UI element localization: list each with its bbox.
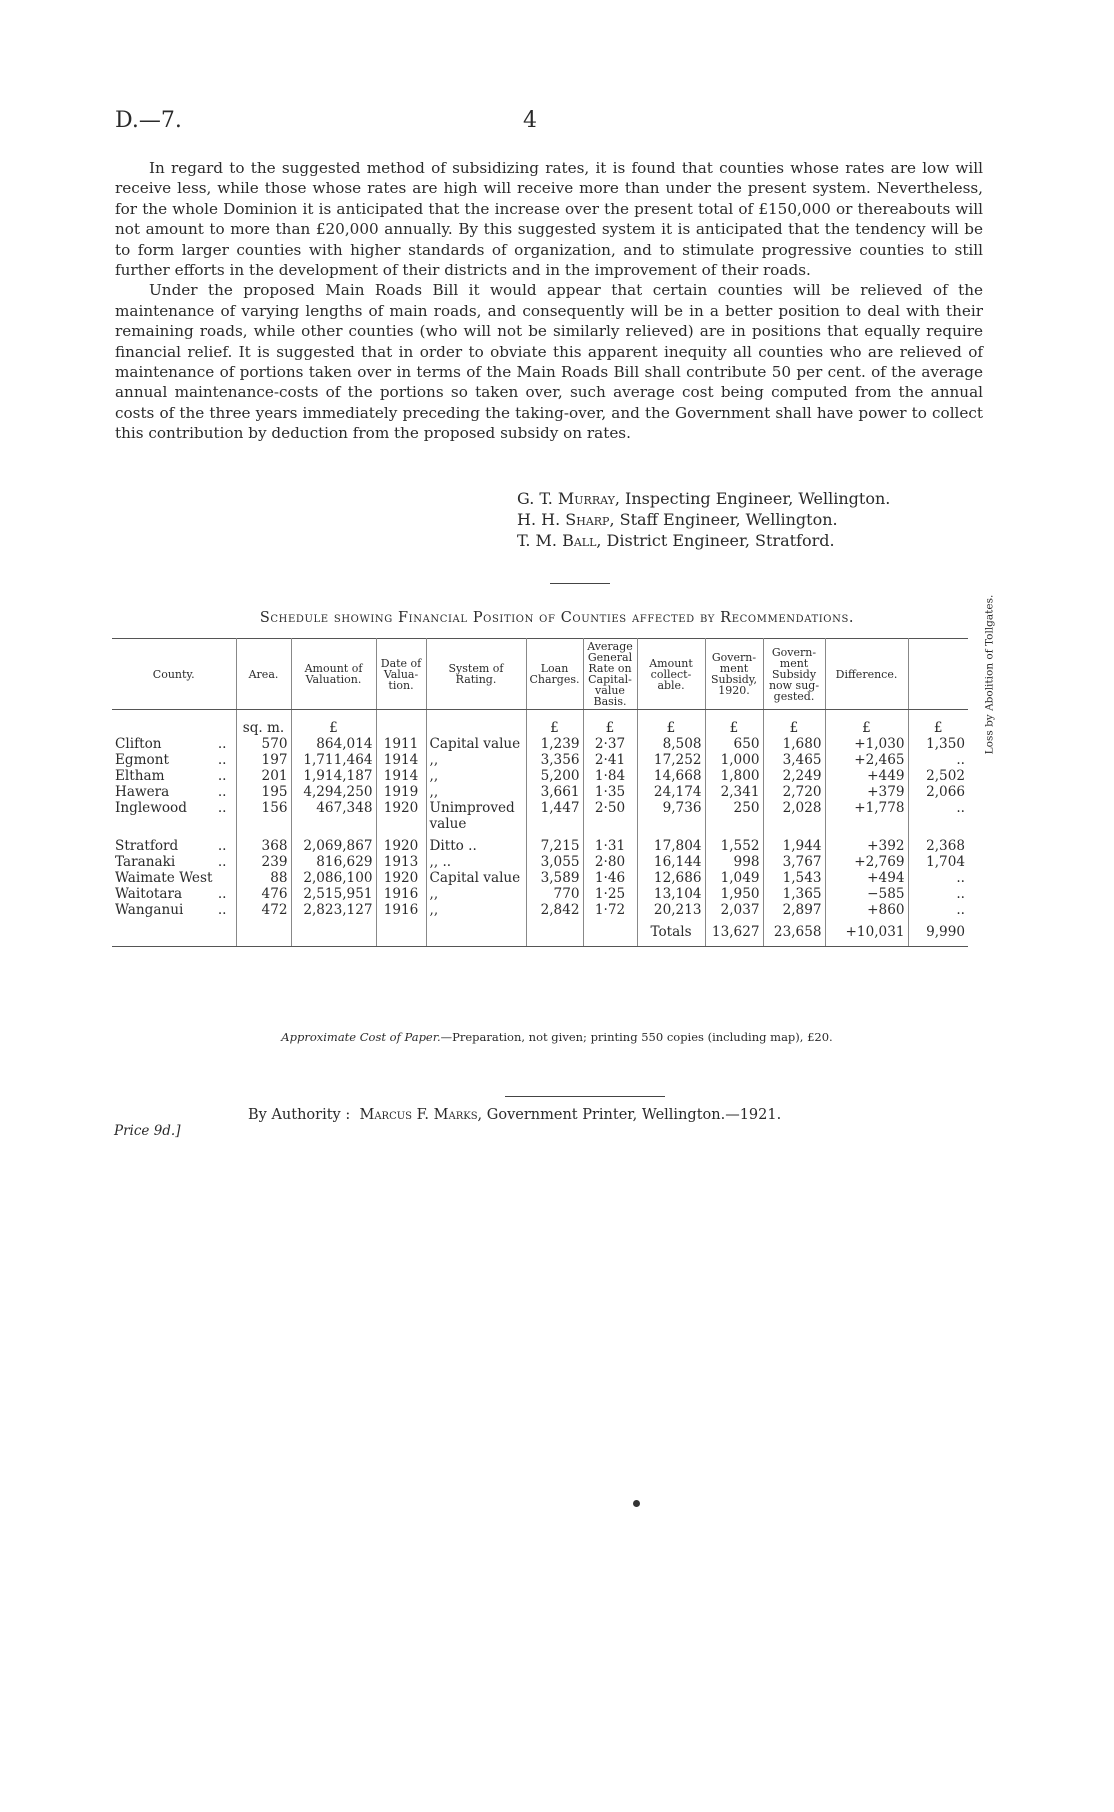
cell-county bbox=[112, 870, 236, 886]
cell-county bbox=[112, 736, 236, 752]
table-row bbox=[112, 736, 968, 752]
cell-date: 1919 bbox=[376, 784, 426, 800]
table-row bbox=[112, 800, 968, 816]
cell-valuation: 4,294,250 bbox=[291, 784, 376, 800]
cell-date: 1913 bbox=[376, 854, 426, 870]
signature-line bbox=[517, 530, 890, 551]
cell-loan: 1,447 bbox=[526, 800, 583, 816]
units-row bbox=[112, 720, 968, 736]
county-name: Clifton bbox=[115, 736, 162, 752]
header-valuation: Amount of Valuation. bbox=[291, 639, 376, 710]
cell-suggested: 3,465 bbox=[763, 752, 825, 768]
header-system: System of Rating. bbox=[426, 639, 526, 710]
leader-dots: .. bbox=[217, 800, 227, 816]
table-row bbox=[112, 816, 968, 832]
county-name: Hawera bbox=[115, 784, 170, 800]
cell-system: ,, .. bbox=[426, 854, 526, 870]
cell-valuation: 2,515,951 bbox=[291, 886, 376, 902]
county-name: Inglewood bbox=[115, 800, 187, 816]
cell-loss: .. bbox=[956, 800, 965, 816]
cell-area: 472 bbox=[236, 902, 291, 918]
header-loan: Loan Charges. bbox=[526, 639, 583, 710]
cell-loss: 2,502 bbox=[926, 768, 965, 784]
cell-loan: 3,055 bbox=[526, 854, 583, 870]
totals-row bbox=[112, 918, 968, 947]
cell-difference: +449 bbox=[825, 768, 908, 784]
header-loss: Loss by Abolition of Tollgates. bbox=[908, 639, 968, 710]
cell-subsidy: 650 bbox=[705, 736, 763, 752]
cell-avg-rate: 1·84 bbox=[583, 768, 637, 784]
cell-system: Ditto .. bbox=[426, 838, 526, 854]
signatory-name: Sharp bbox=[565, 510, 610, 529]
cell-difference: +2,465 bbox=[825, 752, 908, 768]
header-subsidy: Govern-ment Subsidy, 1920. bbox=[705, 639, 763, 710]
signature-line bbox=[517, 509, 890, 530]
cell-valuation bbox=[291, 816, 376, 832]
cell-loan: 3,589 bbox=[526, 870, 583, 886]
cell-loan: 770 bbox=[526, 886, 583, 902]
cell-collectable: 17,252 bbox=[637, 752, 705, 768]
header-area: Area. bbox=[236, 639, 291, 710]
cell-date bbox=[376, 816, 426, 832]
total-suggested: 23,658 bbox=[763, 918, 825, 947]
unit-loss: £ bbox=[933, 720, 943, 736]
signature-line bbox=[517, 488, 890, 509]
unit-avg-rate: £ bbox=[583, 720, 637, 736]
total-difference: +10,031 bbox=[825, 918, 908, 947]
signatory-initials: G. T. bbox=[517, 489, 553, 508]
county-name: Waitotara bbox=[115, 886, 183, 902]
cell-suggested: 2,897 bbox=[763, 902, 825, 918]
signatory-name: Ball bbox=[562, 531, 597, 550]
total-loss: 9,990 bbox=[908, 918, 968, 947]
cell-loss: .. bbox=[956, 870, 965, 886]
cell-valuation: 2,823,127 bbox=[291, 902, 376, 918]
leader-dots: .. bbox=[217, 902, 227, 918]
leader-dots: .. bbox=[217, 736, 227, 752]
cell-valuation: 467,348 bbox=[291, 800, 376, 816]
cell-collectable: 17,804 bbox=[637, 838, 705, 854]
cell-valuation: 1,711,464 bbox=[291, 752, 376, 768]
table-row bbox=[112, 886, 968, 902]
signatory-name: Murray bbox=[557, 489, 615, 508]
cell-valuation: 864,014 bbox=[291, 736, 376, 752]
county-name: Waimate West bbox=[115, 870, 213, 886]
cell-loss: 1,350 bbox=[926, 736, 965, 752]
cell-suggested: 2,249 bbox=[763, 768, 825, 784]
table-row bbox=[112, 902, 968, 918]
cell-date: 1920 bbox=[376, 870, 426, 886]
cell-avg-rate: 1·31 bbox=[583, 838, 637, 854]
cell-loss: 2,368 bbox=[926, 838, 965, 854]
cell-subsidy: 1,000 bbox=[705, 752, 763, 768]
cell-loan: 1,239 bbox=[526, 736, 583, 752]
cell-area: 239 bbox=[236, 854, 291, 870]
cell-subsidy: 1,800 bbox=[705, 768, 763, 784]
leader-dots: .. bbox=[217, 854, 227, 870]
cell-loan bbox=[526, 816, 583, 832]
leader-dots: .. bbox=[217, 784, 227, 800]
table-header-row bbox=[112, 639, 968, 710]
cell-subsidy: 1,950 bbox=[705, 886, 763, 902]
leader-dots: .. bbox=[217, 886, 227, 902]
cell-loss: .. bbox=[956, 886, 965, 902]
signatures bbox=[517, 488, 890, 551]
cell-date: 1916 bbox=[376, 886, 426, 902]
cell-subsidy: 2,037 bbox=[705, 902, 763, 918]
printer-name: Marcus F. Marks bbox=[359, 1107, 478, 1123]
cell-collectable: 9,736 bbox=[637, 800, 705, 816]
cell-date: 1914 bbox=[376, 768, 426, 784]
authority-suffix: , Government Printer, Wellington.—1921. bbox=[477, 1107, 782, 1123]
leader-dots: .. bbox=[217, 838, 227, 854]
cell-avg-rate: 2·50 bbox=[583, 800, 637, 816]
cell-county bbox=[112, 752, 236, 768]
cell-loss: .. bbox=[956, 752, 965, 768]
table-row bbox=[112, 768, 968, 784]
county-name: Egmont bbox=[115, 752, 169, 768]
paragraph: In regard to the suggested method of subsidizing rates, it is found that counties whose rates are low will receive less, while those whose rates are high will receive more than under the present system. Nevertheless, for the whole Dominion it is anticipated that the increase over the present total of £150,000 or thereabouts will not amount to more than £20,000 annually. By this suggested system it is anticipated that the tendency will be to form larger counties with higher standards of organization, and to stimulate progressive counties to still further efforts in the development of their districts and in the improvement of their roads. bbox=[115, 159, 983, 280]
cell-area bbox=[236, 816, 291, 832]
cell-county bbox=[112, 768, 236, 784]
cell-valuation: 1,914,187 bbox=[291, 768, 376, 784]
cell-system: Capital value bbox=[426, 736, 526, 752]
cell-subsidy: 1,049 bbox=[705, 870, 763, 886]
cell-avg-rate: 2·37 bbox=[583, 736, 637, 752]
cell-suggested: 2,028 bbox=[763, 800, 825, 816]
cell-suggested: 3,767 bbox=[763, 854, 825, 870]
cell-area: 156 bbox=[236, 800, 291, 816]
cell-difference bbox=[825, 816, 908, 832]
cell-date: 1916 bbox=[376, 902, 426, 918]
cell-area: 570 bbox=[236, 736, 291, 752]
signatory-initials: T. M. bbox=[517, 531, 557, 550]
cell-avg-rate bbox=[583, 816, 637, 832]
unit-collectable: £ bbox=[637, 720, 705, 736]
cell-suggested: 1,680 bbox=[763, 736, 825, 752]
cell-area: 201 bbox=[236, 768, 291, 784]
cell-system: ,, bbox=[426, 886, 526, 902]
cell-difference: +494 bbox=[825, 870, 908, 886]
cell-system: ,, bbox=[426, 752, 526, 768]
printer-authority bbox=[248, 1107, 781, 1123]
body-text bbox=[115, 158, 983, 444]
cell-avg-rate: 1·25 bbox=[583, 886, 637, 902]
table-row bbox=[112, 838, 968, 854]
county-name: Stratford bbox=[115, 838, 179, 854]
cell-difference: +379 bbox=[825, 784, 908, 800]
cell-system: ,, bbox=[426, 768, 526, 784]
county-name: Taranaki bbox=[115, 854, 176, 870]
header-collectable: Amount collect-able. bbox=[637, 639, 705, 710]
cell-collectable: 24,174 bbox=[637, 784, 705, 800]
price: Price 9d.] bbox=[114, 1123, 181, 1139]
cell-difference: +1,030 bbox=[825, 736, 908, 752]
cell-area: 88 bbox=[236, 870, 291, 886]
cell-loan: 5,200 bbox=[526, 768, 583, 784]
unit-valuation: £ bbox=[291, 720, 376, 736]
leader-dots: .. bbox=[217, 768, 227, 784]
authority-prefix: By Authority : bbox=[248, 1107, 351, 1123]
cell-area: 195 bbox=[236, 784, 291, 800]
signatory-title: , Staff Engineer, Wellington. bbox=[609, 510, 838, 529]
page-number: 4 bbox=[523, 108, 537, 133]
cell-county bbox=[112, 816, 236, 832]
cell-suggested: 1,365 bbox=[763, 886, 825, 902]
cell-difference: −585 bbox=[825, 886, 908, 902]
cell-suggested bbox=[763, 816, 825, 832]
cell-loan: 7,215 bbox=[526, 838, 583, 854]
cell-suggested: 2,720 bbox=[763, 784, 825, 800]
cell-date: 1920 bbox=[376, 800, 426, 816]
leader-dots: .. bbox=[217, 752, 227, 768]
cell-subsidy bbox=[705, 816, 763, 832]
cell-difference: +2,769 bbox=[825, 854, 908, 870]
county-name: Eltham bbox=[115, 768, 165, 784]
header-suggested: Govern-ment Subsidy now sug-gested. bbox=[763, 639, 825, 710]
table-row bbox=[112, 854, 968, 870]
cell-avg-rate: 1·46 bbox=[583, 870, 637, 886]
cell-date: 1914 bbox=[376, 752, 426, 768]
cell-difference: +860 bbox=[825, 902, 908, 918]
cell-loan: 3,661 bbox=[526, 784, 583, 800]
total-subsidy: 13,627 bbox=[705, 918, 763, 947]
cell-subsidy: 2,341 bbox=[705, 784, 763, 800]
page-header bbox=[115, 108, 999, 138]
cost-note bbox=[0, 1030, 1114, 1044]
schedule-title: Schedule showing Financial Position of Counties affected by Recommendations. bbox=[259, 610, 855, 626]
cell-area: 197 bbox=[236, 752, 291, 768]
unit-loan: £ bbox=[526, 720, 583, 736]
cell-system: Unimproved bbox=[426, 800, 526, 816]
table-row bbox=[112, 752, 968, 768]
unit-suggested: £ bbox=[763, 720, 825, 736]
cell-county bbox=[112, 784, 236, 800]
ink-dot bbox=[633, 1500, 640, 1507]
cell-county bbox=[112, 902, 236, 918]
cell-loss bbox=[908, 816, 968, 832]
signatory-title: , District Engineer, Stratford. bbox=[596, 531, 835, 550]
cell-subsidy: 250 bbox=[705, 800, 763, 816]
header-avg-rate: Average General Rate on Capital-value Basis. bbox=[583, 639, 637, 710]
section-divider bbox=[550, 583, 610, 584]
cell-date: 1911 bbox=[376, 736, 426, 752]
cell-date: 1920 bbox=[376, 838, 426, 854]
cell-avg-rate: 1·72 bbox=[583, 902, 637, 918]
cell-collectable: 16,144 bbox=[637, 854, 705, 870]
cell-collectable: 12,686 bbox=[637, 870, 705, 886]
cell-area: 476 bbox=[236, 886, 291, 902]
cell-system: value bbox=[426, 816, 526, 832]
cell-county bbox=[112, 886, 236, 902]
signatory-title: , Inspecting Engineer, Wellington. bbox=[614, 489, 891, 508]
cell-system: Capital value bbox=[426, 870, 526, 886]
unit-area: sq. m. bbox=[236, 720, 291, 736]
spacer-row bbox=[112, 710, 968, 721]
cell-collectable: 8,508 bbox=[637, 736, 705, 752]
cost-note-label: Approximate Cost of Paper. bbox=[281, 1030, 441, 1044]
cell-suggested: 1,944 bbox=[763, 838, 825, 854]
signatory-initials: H. H. bbox=[517, 510, 561, 529]
cell-county bbox=[112, 800, 236, 816]
cell-county bbox=[112, 838, 236, 854]
total-label: Totals bbox=[637, 918, 705, 947]
cell-difference: +1,778 bbox=[825, 800, 908, 816]
cell-area: 368 bbox=[236, 838, 291, 854]
document-reference: D.—7. bbox=[115, 108, 182, 133]
cell-system: ,, bbox=[426, 902, 526, 918]
table-row bbox=[112, 784, 968, 800]
cell-suggested: 1,543 bbox=[763, 870, 825, 886]
cell-valuation: 2,086,100 bbox=[291, 870, 376, 886]
cell-collectable: 20,213 bbox=[637, 902, 705, 918]
cell-county bbox=[112, 854, 236, 870]
unit-difference: £ bbox=[825, 720, 908, 736]
cell-avg-rate: 2·41 bbox=[583, 752, 637, 768]
cell-avg-rate: 1·35 bbox=[583, 784, 637, 800]
cell-loss: 1,704 bbox=[926, 854, 965, 870]
footer-divider bbox=[505, 1096, 665, 1097]
cell-valuation: 816,629 bbox=[291, 854, 376, 870]
header-date: Date of Valua-tion. bbox=[376, 639, 426, 710]
header-county: County. bbox=[112, 639, 236, 710]
cell-collectable: 13,104 bbox=[637, 886, 705, 902]
cell-subsidy: 1,552 bbox=[705, 838, 763, 854]
cost-note-text: —Preparation, not given; printing 550 copies (including map), £20. bbox=[440, 1030, 833, 1044]
cell-avg-rate: 2·80 bbox=[583, 854, 637, 870]
unit-subsidy: £ bbox=[705, 720, 763, 736]
paragraph: Under the proposed Main Roads Bill it would appear that certain counties will be relieved of the maintenance of varying lengths of main roads, and consequently will be in a better position to deal with their remaining roads, while other counties (who will not be similarly relieved) are in positions that equally require financial relief. It is suggested that in order to obviate this apparent inequity all counties who are relieved of maintenance of portions taken over in terms of the Main Roads Bill shall contribute 50 per cent. of the average annual maintenance-costs of the portions so taken over, such average cost being computed from the annual costs of the three years immediately preceding the taking-over, and the Government shall have power to collect this contribution by deduction from the proposed subsidy on rates. bbox=[115, 281, 983, 443]
cell-collectable: 14,668 bbox=[637, 768, 705, 784]
cell-difference: +392 bbox=[825, 838, 908, 854]
cell-loan: 3,356 bbox=[526, 752, 583, 768]
cell-collectable bbox=[637, 816, 705, 832]
header-difference: Difference. bbox=[825, 639, 908, 710]
cell-valuation: 2,069,867 bbox=[291, 838, 376, 854]
county-name: Wanganui bbox=[115, 902, 184, 918]
cell-loss: .. bbox=[956, 902, 965, 918]
cell-system: ,, bbox=[426, 784, 526, 800]
cell-loss: 2,066 bbox=[926, 784, 965, 800]
cell-subsidy: 998 bbox=[705, 854, 763, 870]
table-row bbox=[112, 870, 968, 886]
cell-loan: 2,842 bbox=[526, 902, 583, 918]
